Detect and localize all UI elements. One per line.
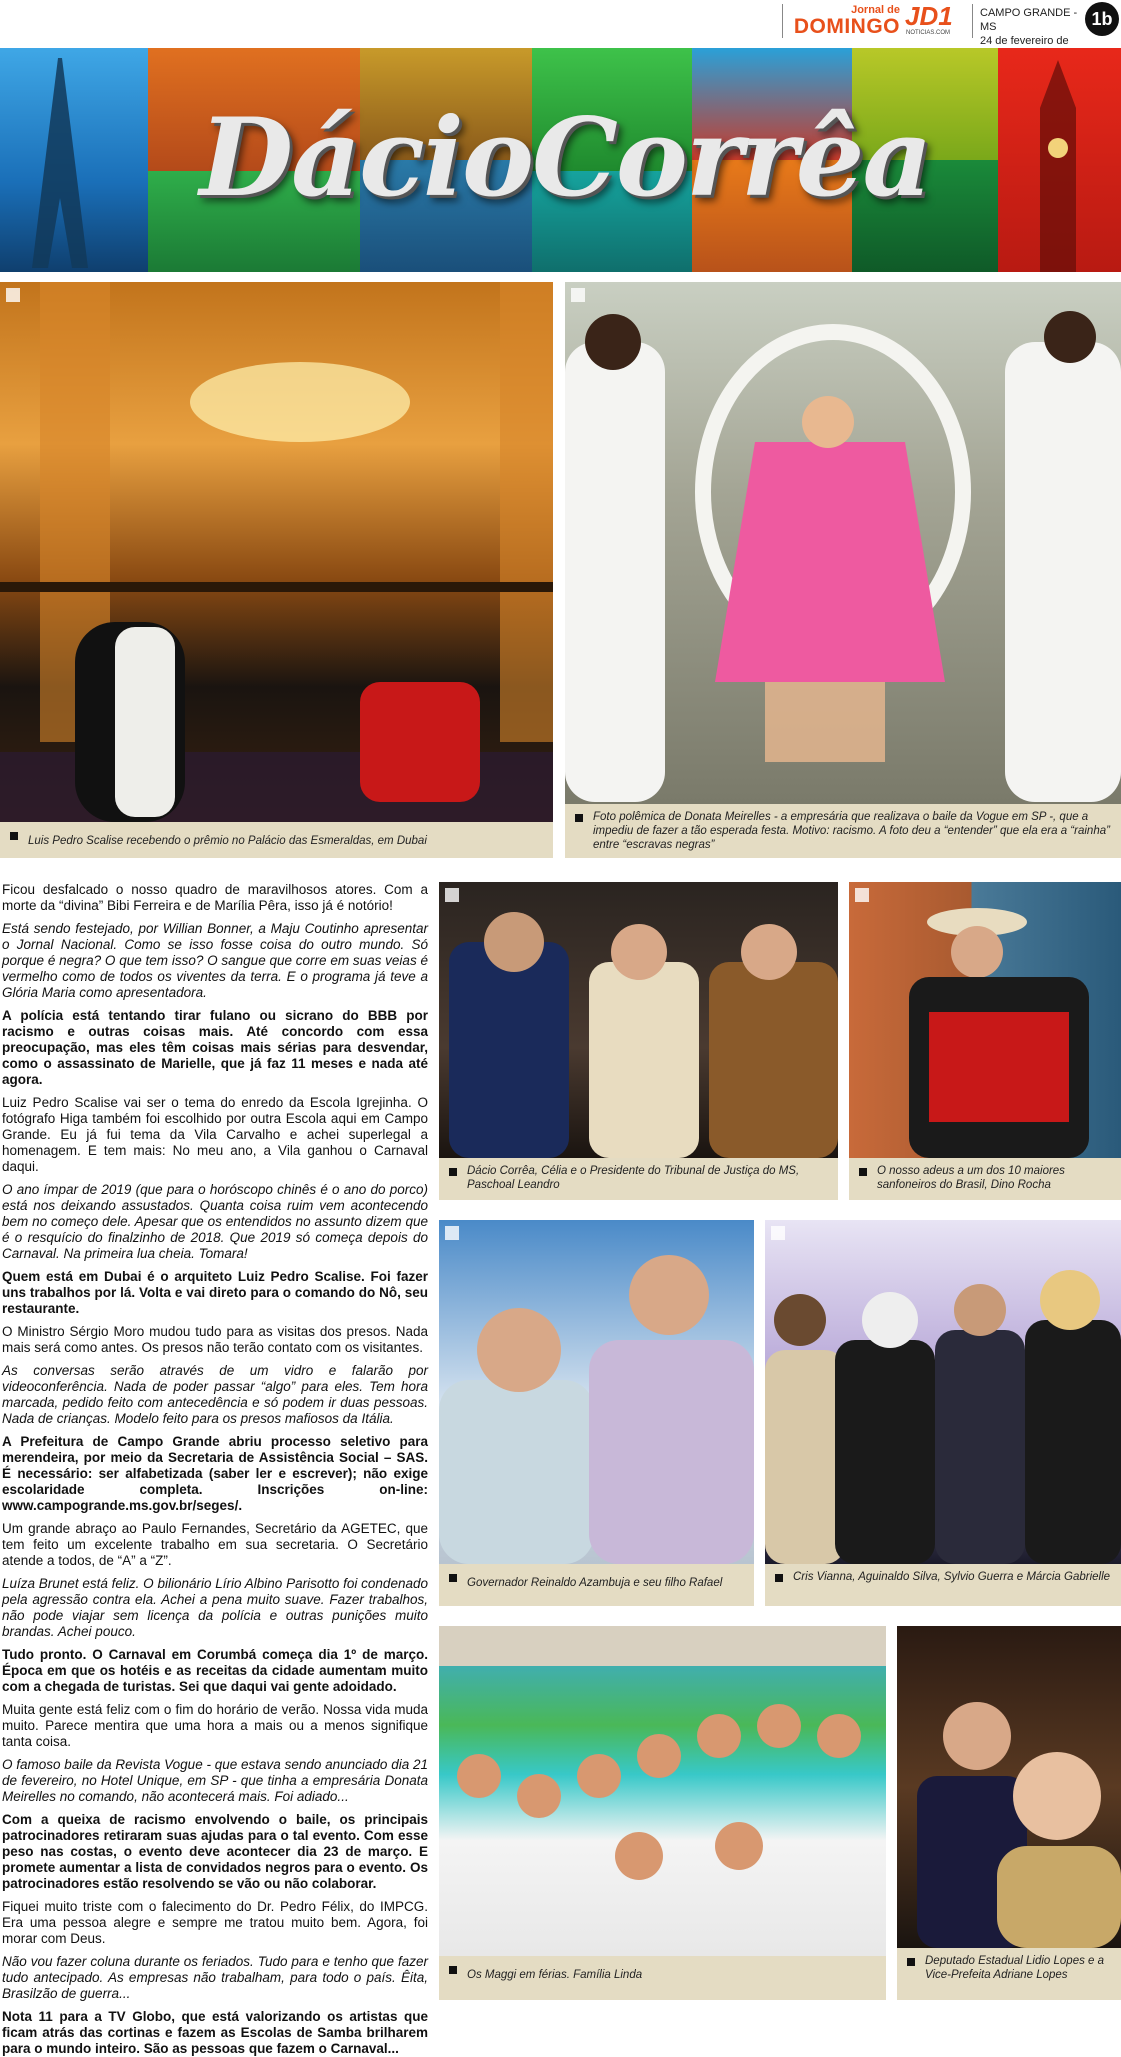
article-paragraph: O Ministro Sérgio Moro mudou tudo para as visitas dos presos. Nada mais será como antes. Os presos não terão contato com os visitantes. (2, 1324, 428, 1355)
photo-caption: Foto polêmica de Donata Meirelles - a empresária que realizava o baile da Vogue em SP -, que a impediu de fazer a tão esperada festa. Motivo: racismo. A foto deu a “entender” que ela era a “rainha” entre “escravas negras” (565, 804, 1121, 858)
article-paragraph: As conversas serão através de um vidro e falarão por videoconferência. Nada de poder passar “algo” para eles. Tem hora marcada, pedido feito com antecedência e só podem ir duas pessoas. Nada de crianças. Modelo feito para os presos mafiosos da Itália. (2, 1363, 428, 1426)
article-paragraph: Luíza Brunet está feliz. O bilionário Lírio Albino Parisotto foi condenado pela agressão contra ela. Achei a pena muito suave. Fazer trabalhos, não pode viajar sem licença da polícia e outras punições muito brandas. Achei pouco. (2, 1576, 428, 1639)
jd1-logo (905, 2, 951, 40)
photo-caption: Luis Pedro Scalise recebendo o prêmio no Palácio das Esmeraldas, em Dubai (0, 822, 553, 858)
eiffel-tower-image (0, 48, 148, 272)
tribunal-president-photo (439, 882, 838, 1158)
governor-azambuja-photo (439, 1220, 754, 1564)
date-label: 24 de fevereiro de (980, 35, 1069, 47)
photo-corner-ornament (571, 288, 585, 302)
article-paragraph: Quem está em Dubai é o arquiteto Luiz Pedro Scalise. Foi fazer uns trabalhos por lá. Volta e vai direto para o comando do Nô, seu restaurante. (2, 1269, 428, 1316)
big-ben-image (998, 48, 1121, 272)
page-number-badge: 1b (1085, 2, 1119, 36)
article-paragraph: Está sendo festejado, por Willian Bonner, a Maju Coutinho apresentar o Jornal Nacional. Como se isso fosse coisa do outro mundo. Só porque é negra? O que tem isso? O sangue que corre em suas veias é vermelho como de todos os viventes da terra. E o programa já teve a Glória Maria como apresentadora. (2, 921, 428, 1000)
photo-corner-ornament (445, 888, 459, 902)
jd1-logo-sub: NOTICIAS.COM (905, 30, 950, 36)
jornal-de-domingo-logo (790, 4, 900, 38)
photo-corner-ornament (445, 1226, 459, 1240)
photo-caption: Cris Vianna, Aguinaldo Silva, Sylvio Guerra e Márcia Gabrielle (765, 1564, 1121, 1606)
logo-small-text: Jornal de (851, 4, 900, 16)
city-label: CAMPO GRANDE - MS (980, 7, 1078, 33)
masthead-bar (0, 0, 1121, 47)
photo-caption: Deputado Estadual Lidio Lopes e a Vice-Prefeita Adriane Lopes (897, 1948, 1121, 2000)
article-paragraph: O ano ímpar de 2019 (que para o horóscopo chinês é o ano do porco) está nos deixando assustados. Quanta coisa ruim vem acontecendo bem no começo dele. Apesar que os entendidos no assunto dizem que é o resquício do finalzinho de 2018. Que 2019 só começa depois do Carnaval. Na primeira lua cheia. Tomara! (2, 1182, 428, 1261)
article-paragraph: O famoso baile da Revista Vogue - que estava sendo anunciado dia 21 de fevereiro, no Hotel Unique, em SP - que tinha a empresária Donata Meirelles no comando, não acontecerá mais. Foi adiado... (2, 1757, 428, 1804)
photo-corner-ornament (771, 1226, 785, 1240)
maggi-family-photo (439, 1626, 886, 1956)
column-title: DácioCorrêa (199, 95, 931, 221)
article-paragraph: Um grande abraço ao Paulo Fernandes, Secretário da AGETEC, que tem feito um excelente trabalho em sua secretaria. O Secretário atende a todos, de “A” a “Z”. (2, 1521, 428, 1568)
photo-caption: Os Maggi em férias. Família Linda (439, 1956, 886, 2000)
column-banner (0, 48, 1121, 272)
article-paragraph: A polícia está tentando tirar fulano ou sicrano do BBB por racismo e outras coisas mais. Até concordo com essa preocupação, mas eles têm coisas mais sérias para desvendar, como o assassinato de Marielle, que já faz 11 meses e nada até agora. (2, 1008, 428, 1087)
photo-caption: Governador Reinaldo Azambuja e seu filho Rafael (439, 1564, 754, 1606)
cris-vianna-group-photo (765, 1220, 1121, 1564)
article-paragraph: Ficou desfalcado o nosso quadro de maravilhosos atores. Com a morte da “divina” Bibi Ferreira e de Marília Pêra, isso já é notório! (2, 882, 428, 913)
dubai-palace-photo (0, 282, 553, 822)
article-paragraph: A Prefeitura de Campo Grande abriu processo seletivo para merendeira, por meio da Secretaria de Assistência Social – SAS. É necessário: ser alfabetizada (saber ler e escrever); não exige escolaridade completa. Inscrições on-line: www.campogrande.ms.gov.br/seges/. (2, 1434, 428, 1513)
divider (782, 4, 783, 38)
column-article (2, 882, 428, 2056)
article-paragraph: Muita gente está feliz com o fim do horário de verão. Nossa vida muda muito. Parece mentira que uma hora a mais ou a menos signifique tanta coisa. (2, 1702, 428, 1749)
article-paragraph: Tudo pronto. O Carnaval em Corumbá começa dia 1º de março. Época em que os hotéis e as receitas da cidade aumentam muito com a chegada de turistas. Sei que daqui vai gente adoidado. (2, 1647, 428, 1694)
photo-corner-ornament (6, 288, 20, 302)
article-paragraph: Nota 11 para a TV Globo, que está valorizando os artistas que ficam atrás das cortinas e fazem as Escolas de Samba brilharem para o mundo inteiro. São as pessoas que fazem o Carnaval... (2, 2009, 428, 2056)
dino-rocha-photo (849, 882, 1121, 1158)
logo-big-text: DOMINGO (793, 15, 900, 38)
photo-caption: Dácio Corrêa, Célia e o Presidente do Tribunal de Justiça do MS, Paschoal Leandro (439, 1158, 838, 1200)
jd1-logo-text: JD1 (905, 1, 953, 31)
article-paragraph: Fiquei muito triste com o falecimento do Dr. Pedro Félix, do IMPCG. Era uma pessoa alegre e sempre me tratou muito bem. Agora, foi morar com Deus. (2, 1899, 428, 1946)
photo-corner-ornament (855, 888, 869, 902)
divider (972, 4, 973, 38)
photo-caption: O nosso adeus a um dos 10 maiores sanfoneiros do Brasil, Dino Rocha (849, 1158, 1121, 1200)
article-paragraph: Luiz Pedro Scalise vai ser o tema do enredo da Escola Igrejinha. O fotógrafo Higa também foi escolhido por outra Escola aqui em Campo Grande. Eu já fui tema da Vila Carvalho e achei superlegal a homenagem. E tem mais: No meu ano, a Vila ganhou o Carnaval daqui. (2, 1095, 428, 1174)
article-paragraph: Não vou fazer coluna durante os feriados. Tudo para e tenho que fazer tudo antecipado. As empresas não trabalham, para todo o país. Êita, Brasilzão de guerra... (2, 1954, 428, 2001)
donata-meirelles-photo (565, 282, 1121, 804)
article-paragraph: Com a queixa de racismo envolvendo o baile, os principais patrocinadores retiraram suas ajudas para o tal evento. Com esse peso nas costas, o evento deve acontecer dia 23 de março. E promete aumentar a lista de convidados negros para o evento. Os patrocinadores estão resolvendo se vão ou não colaborar. (2, 1812, 428, 1891)
lidio-lopes-photo (897, 1626, 1121, 1948)
